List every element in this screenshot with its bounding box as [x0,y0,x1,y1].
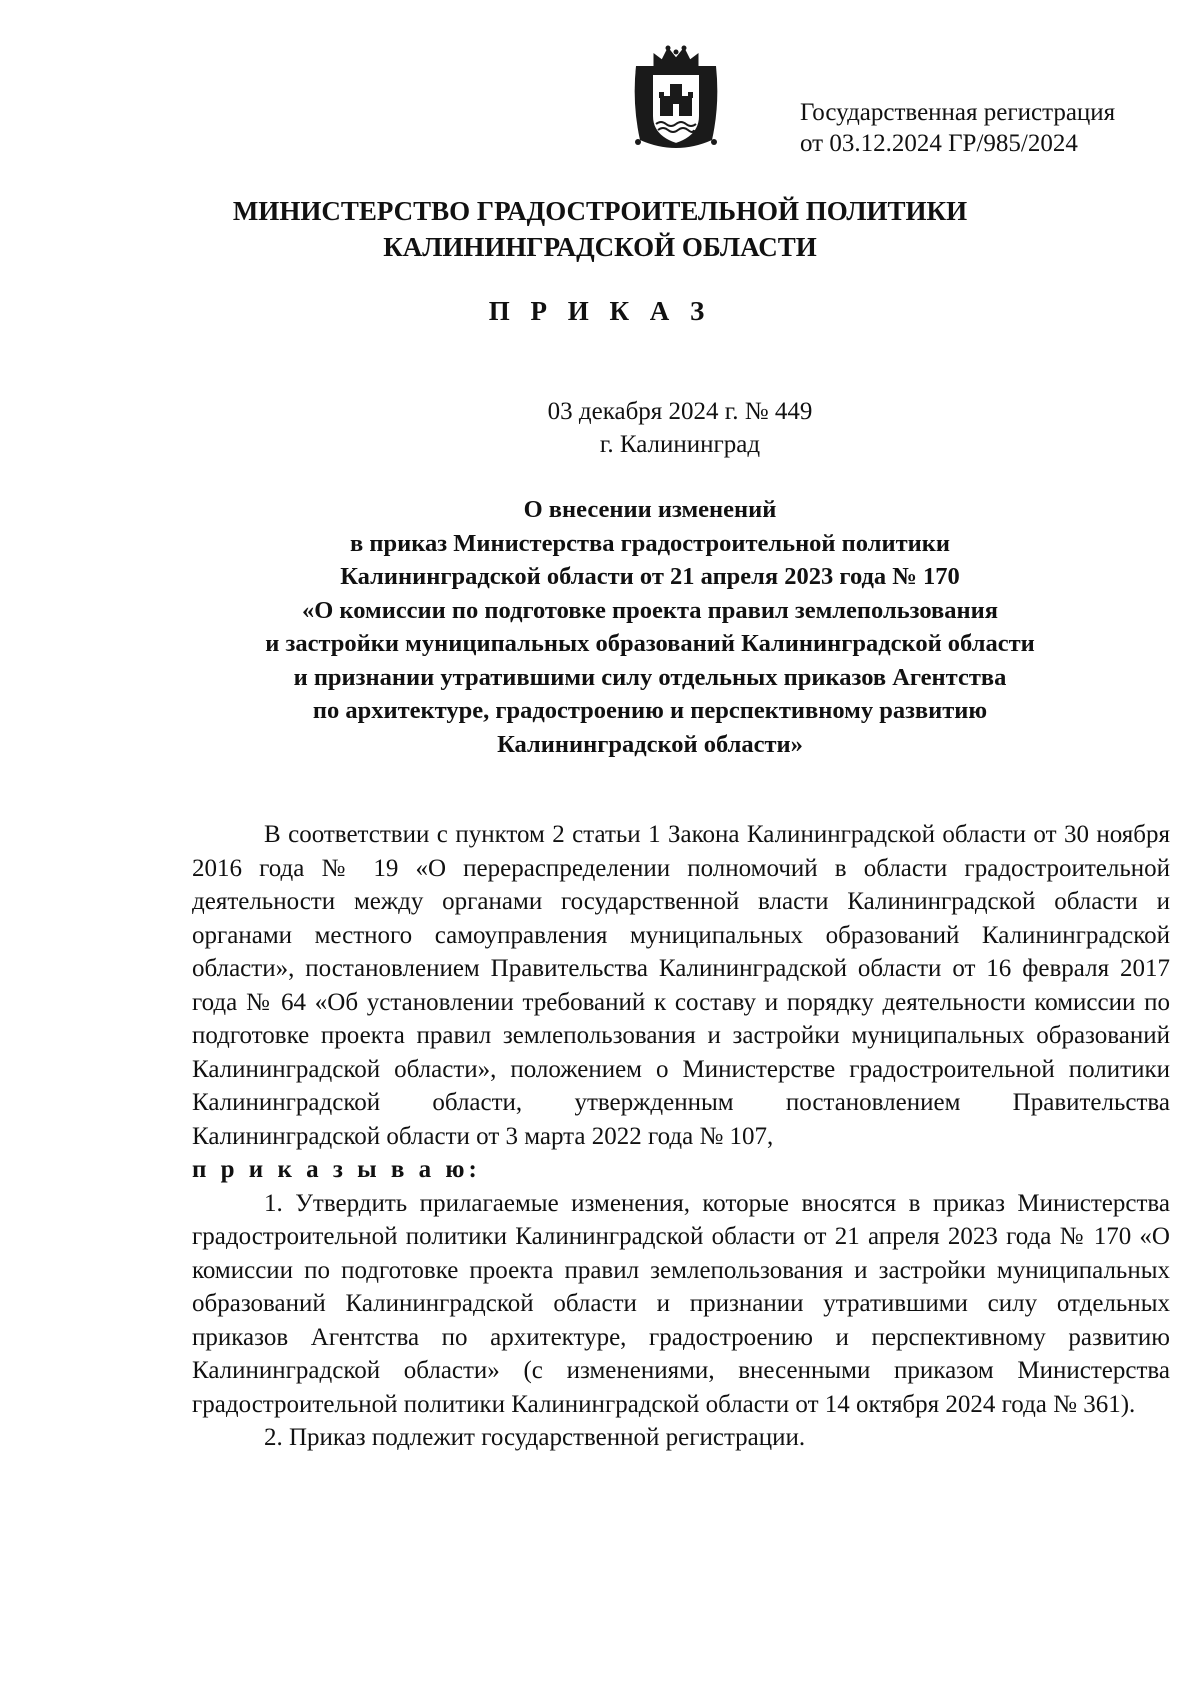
subject-line: и признании утратившими силу отдельных приказов Агентства [293,663,1007,691]
ministry-title-line: КАЛИНИНГРАДСКОЙ ОБЛАСТИ [383,232,817,262]
subject-line: «О комиссии по подготовке проекта правил землепользования [302,596,998,624]
document-type-heading: П Р И К А З [488,296,712,326]
coat-of-arms-icon [630,44,722,156]
registration-label: Государственная регистрация [800,99,1116,126]
order-date-block [520,395,840,461]
order-item-1: 1. Утвердить прилагаемые изменения, которые вносятся в приказ Министерства градостроительной политики Калининградской области от 21 апреля 2023 года № 170 «О комиссии по подготовке проекта правил землепользования и застройки муниципальных образований Калининградской области и признании утратившими силу отдельных приказов Агентства по архитектуре, градостроению и перспективному развитию Калининградской области» (с изменениями, внесенными приказом Министерства градостроительной политики Калининградской области от 14 октября 2024 года № 361). [192,1189,1170,1418]
order-city: г. Калининград [599,431,761,458]
order-directive-word: п р и к а з ы в а ю: [192,1156,481,1183]
registration-stamp [800,97,1180,159]
order-item-2: 2. Приказ подлежит государственной регистрации. [264,1424,806,1451]
subject-line: в приказ Министерства градостроительной политики [350,529,950,557]
order-subject [190,493,1110,761]
subject-line: и застройки муниципальных образований Калининградской области [265,630,1035,657]
subject-line: Калининградской области» [497,730,803,758]
ministry-title-line: МИНИСТЕРСТВО ГРАДОСТРОИТЕЛЬНОЙ ПОЛИТИКИ [232,196,968,226]
subject-line: по архитектуре, градостроению и перспективному развитию [312,697,988,724]
preamble-paragraph: В соответствии с пунктом 2 статьи 1 Закона Калининградской области от 30 ноября 2016 года № 19 «О перераспределении полномочий в области градостроительной деятельности между органами государственной власти Калининградской области и органами местного самоуправления муниципальных образований Калининградской области», постановлением Правительства Калининградской области от 16 февраля 2017 года № 64 «Об установлении требований к составу и порядку деятельности комиссии по подготовке проекта правил землепользования и застройки муниципальных образований Калининградской области», положением о Министерстве градостроительной политики Калининградской области, утвержденным постановлением Правительства Калининградской области от 3 марта 2022 года № 107, [192,821,1170,1150]
subject-line: Калининградской области от 21 апреля 2023 года № 170 [340,563,960,590]
ministry-title [0,193,1200,265]
registration-number: от 03.12.2024 ГР/985/2024 [800,130,1078,157]
subject-line: О внесении изменений [523,496,777,523]
order-body [192,818,1170,1455]
order-date-number: 03 декабря 2024 г. № 449 [547,398,813,425]
